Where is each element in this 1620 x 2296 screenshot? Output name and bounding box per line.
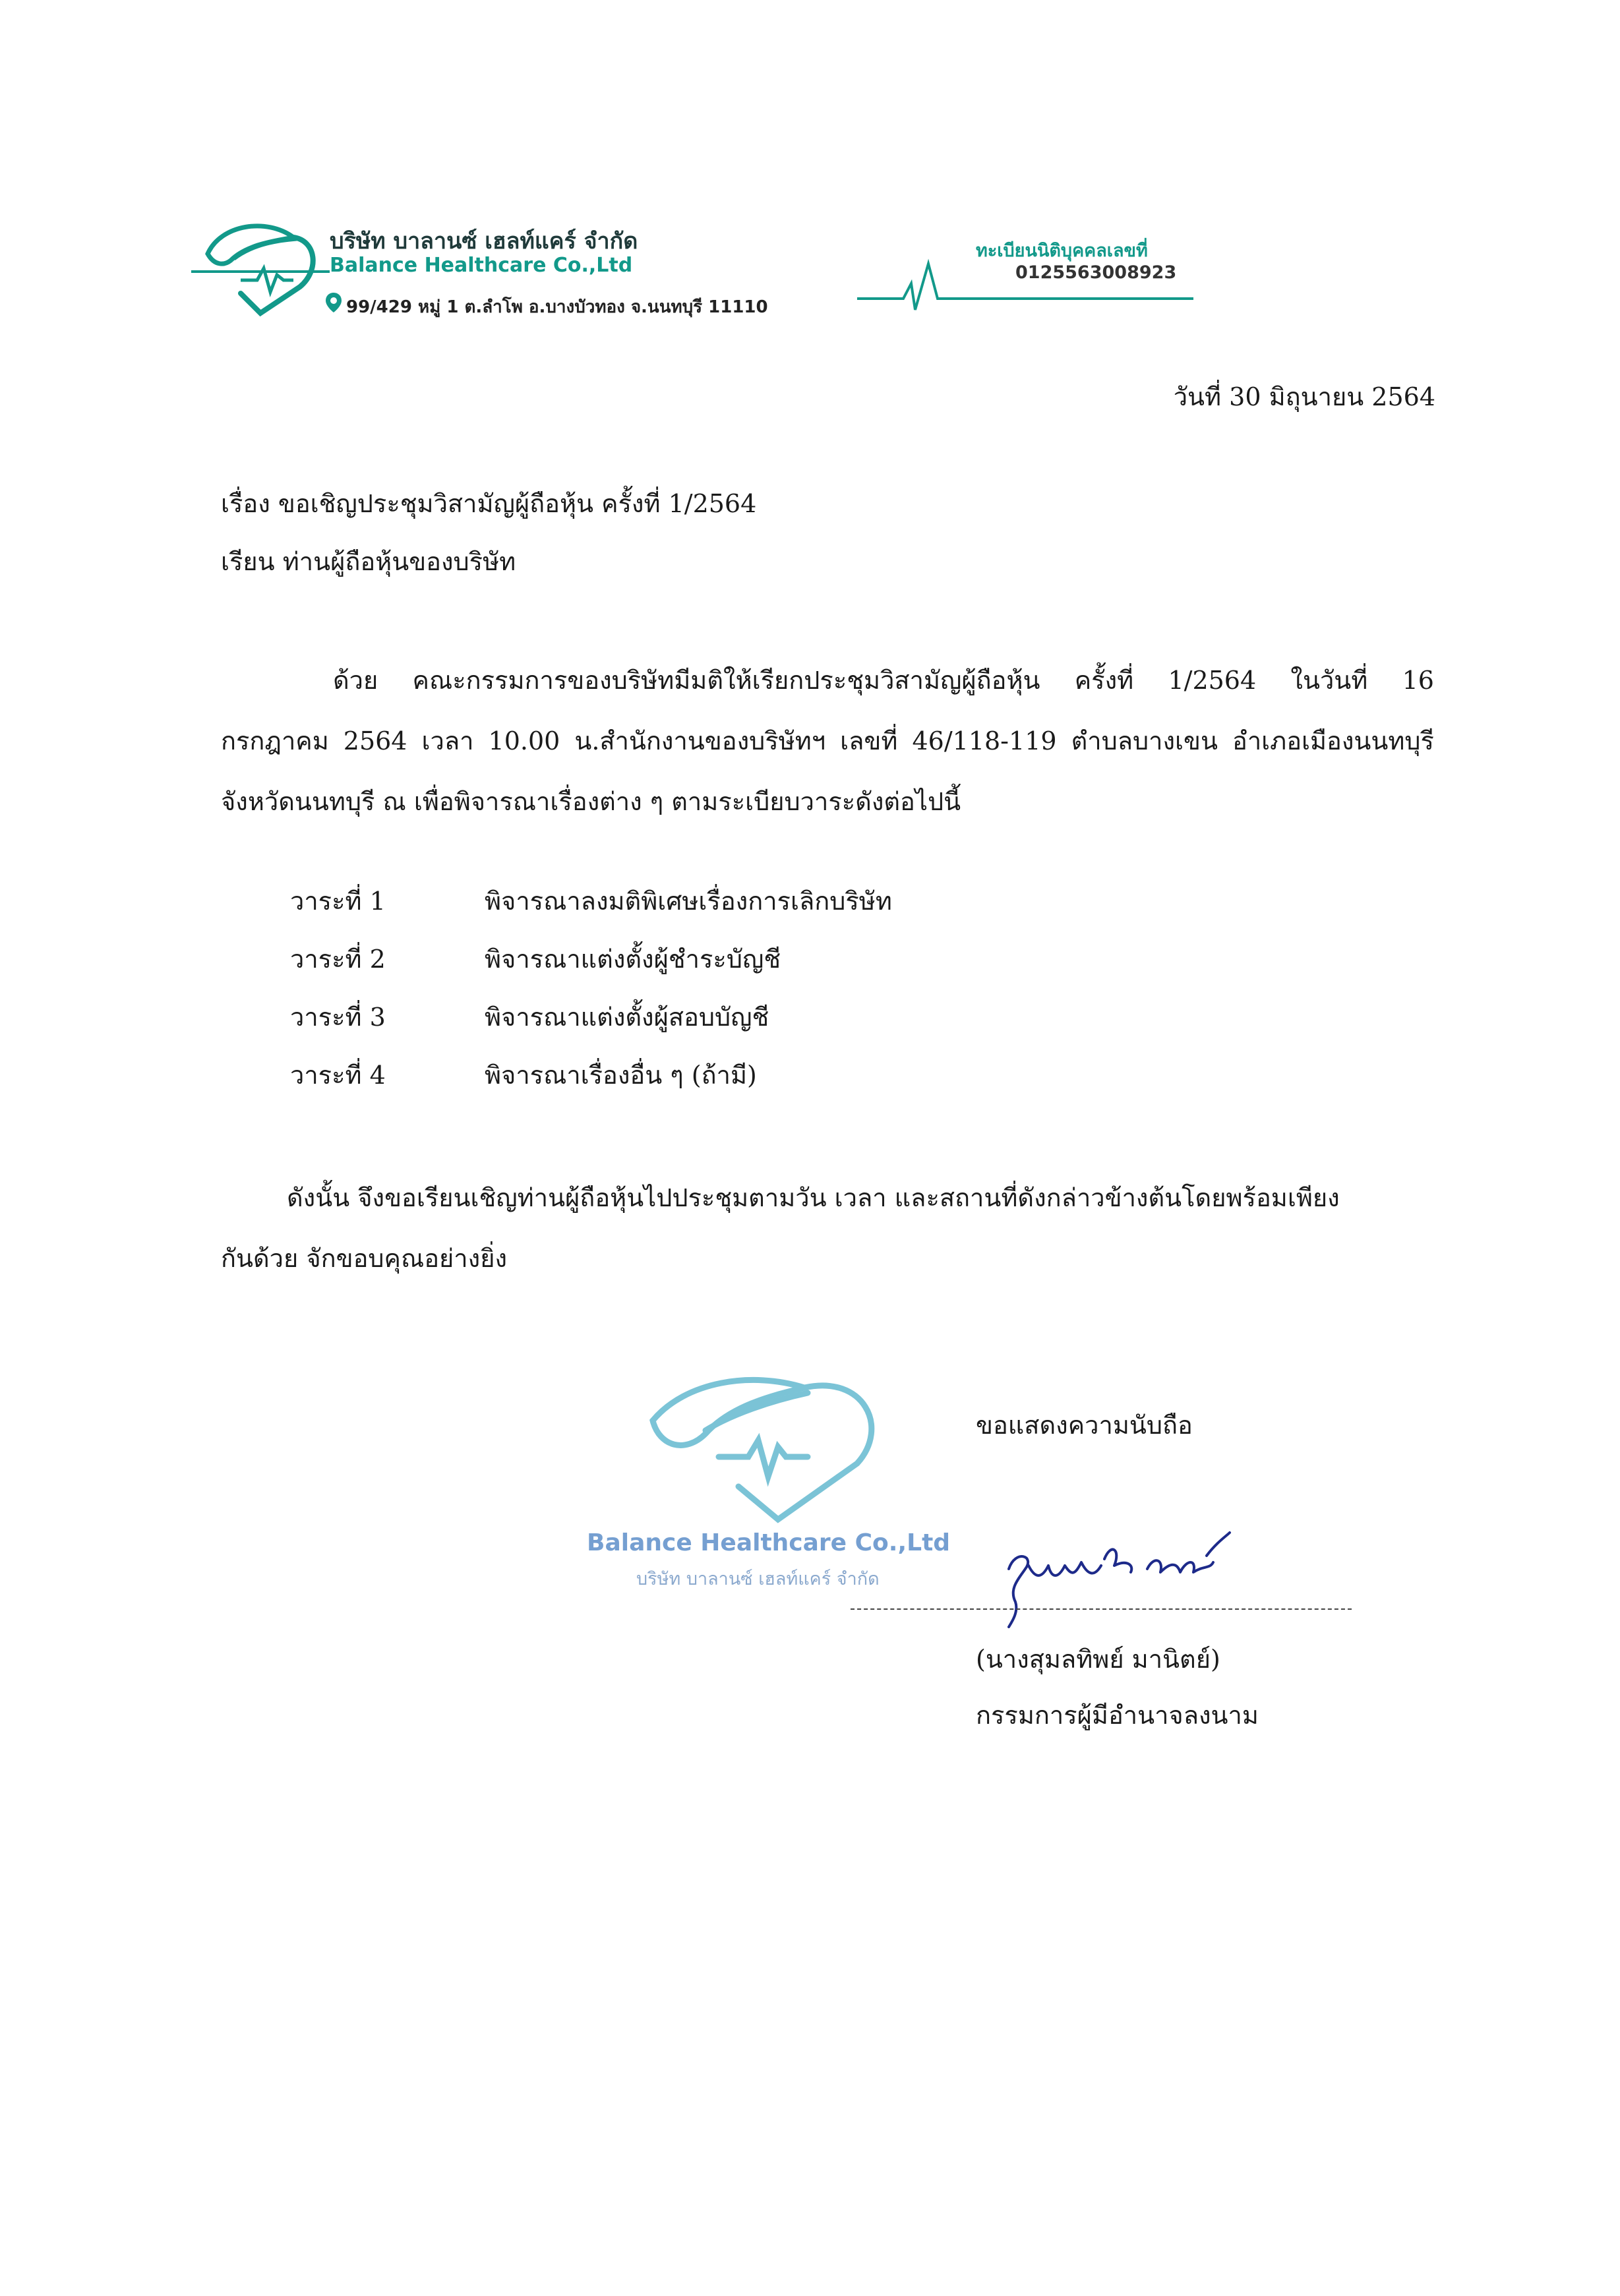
- company-name-thai: บริษัท บาลานซ์ เฮลท์แคร์ จำกัด: [330, 228, 638, 254]
- agenda-item-label: วาระที่ 4: [290, 1061, 386, 1090]
- agenda-item: [290, 1061, 1345, 1119]
- agenda-item: [290, 945, 1345, 1003]
- stamp-company-name-english: Balance Healthcare Co.,Ltd: [587, 1529, 951, 1556]
- signer-title: กรรมการผู้มีอำนาจลงนาม: [976, 1701, 1259, 1730]
- invitation-paragraph: [221, 666, 1434, 848]
- paragraph-line: กรกฎาคม 2564 เวลา 10.00 น.สำนักงานของบริษัทฯ เลขที่ 46/118-119 ตำบลบางเขน อำเภอเมืองนนทบุรี: [221, 726, 1434, 755]
- company-address: 99/429 หมู่ 1 ต.ลำโพ อ.บางบัวทอง จ.นนทบุรี 11110: [346, 297, 768, 317]
- agenda-item-text: พิจารณาแต่งตั้งผู้สอบบัญชี: [485, 1003, 769, 1032]
- letter-date: วันที่ 30 มิถุนายน 2564: [1173, 382, 1435, 411]
- letter-salutation: เรียน ท่านผู้ถือหุ้นของบริษัท: [221, 547, 516, 576]
- agenda-item: [290, 887, 1345, 945]
- agenda-item-label: วาระที่ 2: [290, 945, 386, 974]
- handwritten-signature: [989, 1529, 1253, 1628]
- paragraph-line: กันด้วย จักขอบคุณอย่างยิ่ง: [221, 1244, 508, 1273]
- paragraph-line: ด้วย คณะกรรมการของบริษัทมีมติให้เรียกประชุมวิสามัญผู้ถือหุ้น ครั้งที่ 1/2564 ในวันที่ 16: [333, 666, 1434, 695]
- agenda-item: [290, 1003, 1345, 1061]
- agenda-item-text: พิจารณาแต่งตั้งผู้ชำระบัญชี: [485, 945, 781, 974]
- agenda-item-text: พิจารณาลงมติพิเศษเรื่องการเลิกบริษัท: [485, 887, 892, 916]
- registration-number: 0125563008923: [1015, 262, 1177, 283]
- stamp-company-name-thai: บริษัท บาลานซ์ เฮลท์แคร์ จำกัด: [636, 1569, 880, 1589]
- agenda-item-label: วาระที่ 1: [290, 887, 386, 916]
- closing-paragraph: [221, 1183, 1434, 1305]
- paragraph-line: ดังนั้น จึงขอเรียนเชิญท่านผู้ถือหุ้นไปประชุมตามวัน เวลา และสถานที่ดังกล่าวข้างต้นโดยพร้อมเพียง: [287, 1183, 1340, 1212]
- agenda-item-text: พิจารณาเรื่องอื่น ๆ (ถ้ามี): [485, 1061, 757, 1090]
- signer-name: (นางสุมลทิพย์ มานิตย์): [976, 1645, 1220, 1674]
- location-pin-icon: [325, 292, 342, 313]
- agenda-item-label: วาระที่ 3: [290, 1003, 386, 1032]
- signature-line: [851, 1608, 1352, 1610]
- letter-subject: เรื่อง ขอเชิญประชุมวิสามัญผู้ถือหุ้น ครั้งที่ 1/2564: [221, 489, 757, 518]
- company-name-english: Balance Healthcare Co.,Ltd: [330, 254, 633, 277]
- registration-label: ทะเบียนนิติบุคคลเลขที่: [976, 241, 1148, 261]
- agenda-list: [290, 887, 1345, 1119]
- paragraph-line: จังหวัดนนทบุรี ณ เพื่อพิจารณาเรื่องต่าง ๆ ตามระเบียบวาระดังต่อไปนี้: [221, 787, 961, 816]
- closing-salutation: ขอแสดงความนับถือ: [976, 1411, 1193, 1440]
- company-logo-icon: [195, 214, 326, 320]
